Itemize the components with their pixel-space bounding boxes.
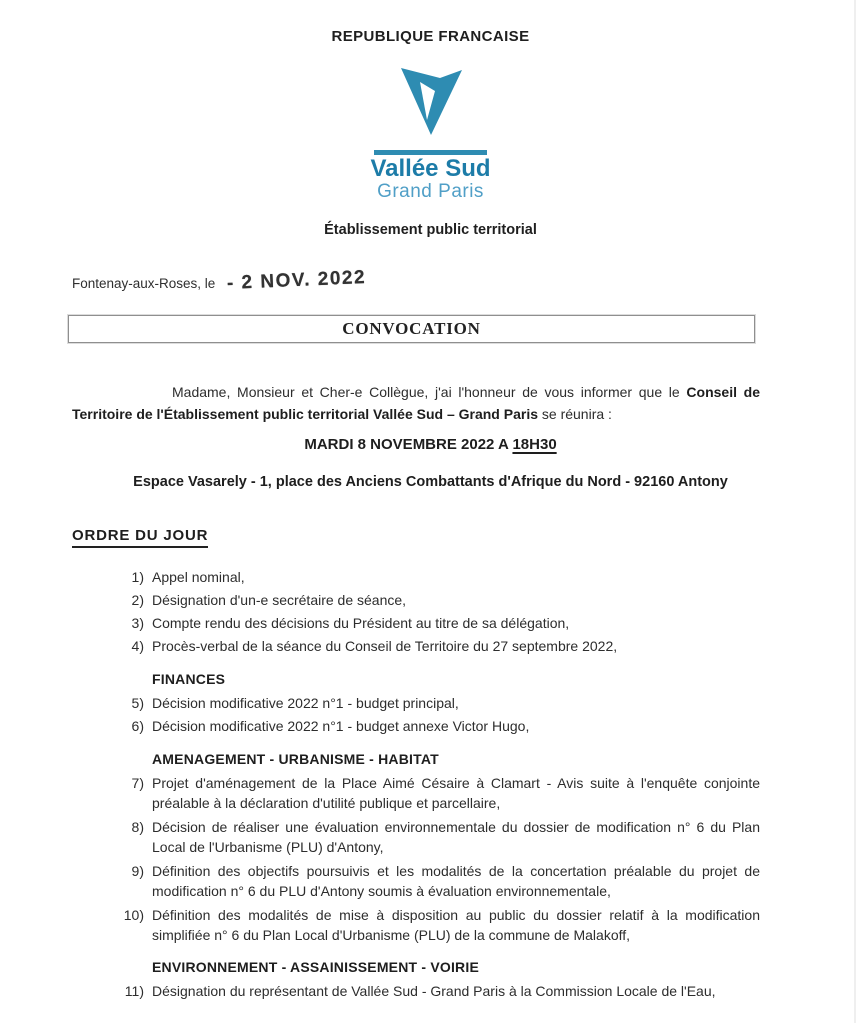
agenda-item-1 [131,567,760,588]
intro-tail: se réunira : [538,405,612,422]
agenda-item-text: Définition des objectifs poursuivis et les modalités de la concertation préalable du projet de modification n° 6 du PLU d'Antony soumis à évaluation environnementale, [152,863,760,899]
meeting-date-line [0,436,861,454]
intro-lead: Madame, Monsieur et Cher-e Collègue, j'ai l'honneur de vous informer que le [172,384,687,400]
agenda-item-text: Définition des modalités de mise à disposition au public du dossier relatif à la modification simplifiée n° 6 du Plan Local d'Urbanisme (PLU) de la commune de Malakoff, [152,907,760,943]
agenda-item-3 [131,613,760,634]
agenda-list [0,567,861,1002]
convocation-title: CONVOCATION [342,319,481,338]
agenda-item-5 [131,693,760,714]
agenda-item-text: Procès-verbal de la séance du Conseil de Territoire du 27 septembre 2022, [152,638,618,654]
agenda-item-text: Compte rendu des décisions du Président au titre de sa délégation, [152,615,570,631]
agenda-item-10 [123,905,760,945]
agenda-item-number: 1) [131,569,144,585]
agenda-item-7 [131,773,760,813]
agenda-item-number: 9) [131,863,144,879]
convocation-title-box [68,315,755,343]
agenda-item-number: 11) [124,983,144,999]
agenda-item-text: Décision modificative 2022 n°1 - budget principal, [152,695,459,711]
agenda-item-text: Décision modificative 2022 n°1 - budget annexe Victor Hugo, [152,718,530,734]
agenda-item-number: 8) [131,819,144,835]
agenda-item-text: Appel nominal, [152,569,245,585]
agenda-item-text: Décision de réaliser une évaluation environnementale du dossier de modification n° 6 du Plan Local de l'Urbanisme (PLU) d'Antony, [152,819,760,855]
republic-header: REPUBLIQUE FRANCAISE [331,28,530,45]
agenda-item-9 [131,861,760,901]
establishment-type: Établissement public territorial [324,222,537,238]
agenda-item-8 [131,817,760,857]
agenda-section-environnement: ENVIRONNEMENT - ASSAINISSEMENT - VOIRIE [152,959,479,975]
dateline-place-label: Fontenay-aux-Roses, le [72,276,216,291]
dateline [72,266,861,298]
agenda-item-text: Désignation du représentant de Vallée Sud - Grand Paris à la Commission Locale de l'Eau, [152,983,716,999]
logo-subtitle: Grand Paris [377,181,484,202]
intro-paragraph [72,382,760,425]
agenda-item-number: 5) [131,695,144,711]
agenda-item-number: 4) [131,638,144,654]
logo-wordmark: Vallée Sud [370,155,491,182]
agenda-item-6 [131,716,760,737]
meeting-venue: Espace Vasarely - 1, place des Anciens Combattants d'Afrique du Nord - 92160 Antony [133,474,728,490]
agenda-item-number: 7) [131,775,144,791]
meeting-time: 18H30 [512,436,557,453]
date-stamp: - 2 NOV. 2022 [226,266,367,295]
meeting-date-text: MARDI 8 NOVEMBRE 2022 A [304,436,513,453]
intro-bold-subject: Conseil de Territoire de l'Établissement public territorial Vallée Sud – Grand Paris [72,384,760,422]
agenda-item-4 [131,636,760,657]
vallee-sud-logo [0,63,861,201]
agenda-item-text: Projet d'aménagement de la Place Aimé Césaire à Clamart - Avis suite à l'enquête conjointe préalable à la déclaration d'utilité publique et parcellaire, [152,775,760,811]
agenda-item-number: 6) [131,718,144,734]
scan-artifact-line [854,0,856,1023]
agenda-item-number: 2) [131,592,144,608]
agenda-item-11 [124,981,760,1002]
agenda-item-number: 3) [131,615,144,631]
agenda-heading-wrap [72,526,861,548]
logo-arrow-icon [396,63,466,137]
agenda-heading: ORDRE DU JOUR [72,526,208,548]
agenda-item-text: Désignation d'un-e secrétaire de séance, [152,592,407,608]
agenda-section-finances: FINANCES [152,671,226,687]
agenda-item-number: 10) [123,907,144,923]
agenda-item-2 [131,590,760,611]
agenda-section-amenagement: AMENAGEMENT - URBANISME - HABITAT [152,751,439,767]
